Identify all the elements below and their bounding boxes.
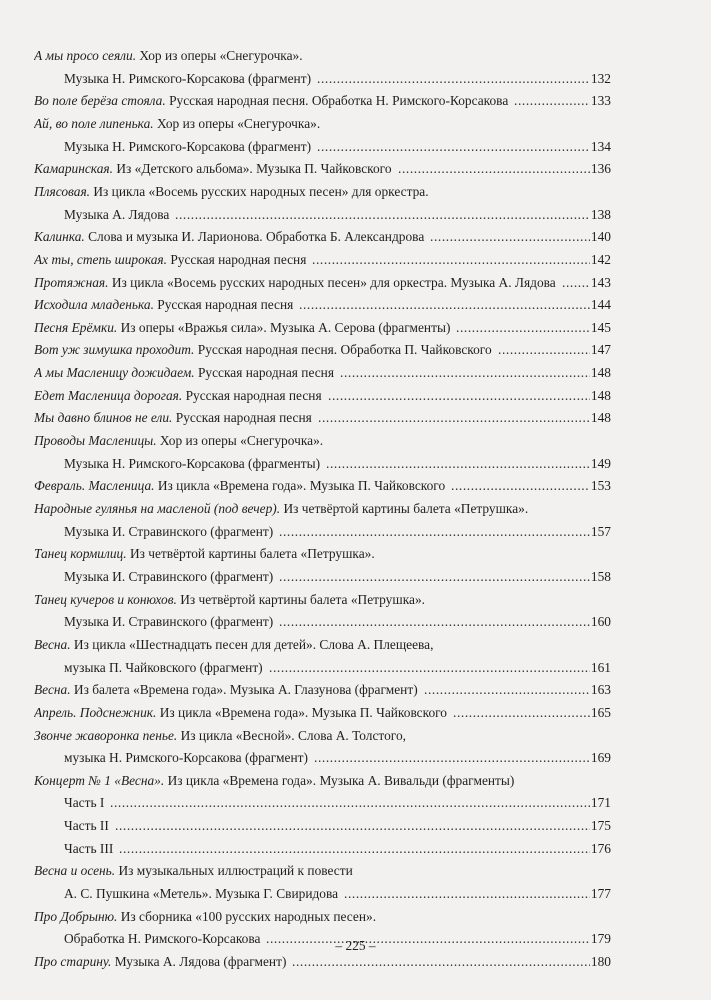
toc-entry — [0, 408, 711, 428]
toc-entry-description: Русская народная песня — [167, 251, 307, 267]
toc-entry-description: Из балета «Времена года». Музыка А. Глазунова (фрагмент) — [70, 682, 418, 698]
page-number: – 225 – — [335, 938, 376, 953]
toc-entry — [0, 318, 711, 338]
toc-entry-text — [64, 454, 324, 474]
toc-entry-text — [34, 590, 429, 610]
toc-entry-description: Из цикла «Времена года». Музыка А. Вивальди (фрагменты) — [164, 772, 515, 788]
toc-entry-description: Музыка Н. Римского-Корсакова (фрагмент) — [64, 138, 312, 154]
toc-entry-description: Часть III — [64, 840, 114, 856]
toc-entry-description: музыка П. Чайковского (фрагмент) — [64, 659, 263, 675]
toc-entry-description: Хор из оперы «Снегурочка». — [153, 115, 321, 131]
toc-entry-text — [64, 612, 277, 632]
toc-entry-title: Песня Ерёмки. — [34, 319, 118, 335]
toc-entry — [0, 703, 711, 723]
toc-entry-title: Звонче жаворонка пенье. — [34, 727, 178, 743]
toc-entry-description: Музыка А. Лядова — [64, 206, 170, 222]
toc-entry-page: 142 — [590, 251, 611, 267]
toc-entry-text — [34, 476, 449, 496]
toc-entry — [0, 612, 711, 632]
toc-entry — [0, 658, 711, 678]
toc-entry-description: Из оперы «Вражья сила». Музыка А. Серова (фрагменты) — [117, 319, 451, 335]
toc-entry-description: Из четвёртой картины балета «Петрушка». — [280, 501, 529, 516]
toc-entry-title: Танец кучеров и конюхов. — [34, 591, 177, 607]
toc-entry-title: Апрель. Подснежник. — [34, 704, 157, 720]
dot-leader — [299, 295, 590, 315]
toc-entry — [0, 522, 711, 542]
dot-leader — [317, 137, 590, 157]
toc-entry-description: Из цикла «Времена года». Музыка П. Чайковского — [156, 704, 448, 720]
dot-leader — [312, 250, 590, 270]
toc-entry-page: 177 — [590, 886, 611, 902]
toc-entry-page: 136 — [590, 161, 611, 177]
dot-leader — [279, 522, 590, 542]
toc-entry-description: Из цикла «Восемь русских народных песен» для оркестра. Музыка А. Лядова — [108, 274, 556, 290]
toc-entry-page: 169 — [590, 750, 611, 766]
toc-entry — [0, 91, 711, 111]
dot-leader — [451, 476, 590, 496]
toc-entry — [0, 46, 711, 66]
toc-entry-description: Из цикла «Весной». Слова А. Толстого, — [177, 727, 406, 743]
toc-entry — [0, 431, 711, 451]
toc-entry-text — [64, 793, 108, 813]
toc-entry-text — [34, 250, 310, 270]
toc-entry-title: А мы Масленицу дожидаем. — [34, 365, 195, 381]
toc-entry-description: Из сборника «100 русских народных песен». — [117, 908, 377, 924]
toc-entry-page: 163 — [590, 682, 611, 698]
toc-entry-title: А мы просо сеяли. — [34, 48, 137, 63]
toc-entry-page: 179 — [590, 931, 611, 947]
toc-entry-page: 157 — [590, 523, 611, 539]
toc-entry-description: Музыка И. Стравинского (фрагмент) — [64, 614, 274, 630]
toc-entry-title: Про Добрыню. — [34, 908, 118, 924]
toc-entry-text — [34, 159, 396, 179]
dot-leader — [424, 680, 590, 700]
toc-entry-text — [34, 952, 290, 972]
dot-leader — [292, 952, 590, 972]
toc-entry-page: 158 — [590, 568, 611, 584]
toc-entry-page: 180 — [590, 954, 611, 969]
dot-leader — [318, 408, 590, 428]
toc-entry-description: Часть II — [64, 818, 109, 834]
toc-entry-page: 171 — [590, 795, 611, 811]
toc-entry — [0, 544, 711, 564]
toc-entry-page: 134 — [590, 138, 611, 154]
toc-entry-page: 147 — [590, 342, 611, 358]
toc-entry-title: Танец кормилиц. — [34, 546, 127, 562]
toc-entry-description: Русская народная песня — [172, 410, 312, 426]
dot-leader — [453, 703, 590, 723]
dot-leader — [430, 227, 590, 247]
toc-entry-page: 148 — [590, 410, 611, 426]
toc-entry — [0, 839, 711, 859]
toc-entry-page: 145 — [590, 319, 611, 335]
toc-entry-description: Русская народная песня. Обработка Н. Римского-Корсакова — [165, 93, 509, 109]
toc-entry-page: 161 — [590, 659, 611, 675]
toc-entry-page: 148 — [590, 365, 611, 381]
toc-entry-text — [34, 182, 433, 202]
toc-entry-text — [34, 703, 451, 723]
dot-leader — [279, 612, 590, 632]
dot-leader — [340, 363, 590, 383]
toc-entry-title: Исходила младенька. — [34, 297, 154, 313]
toc-entry-page: 140 — [590, 229, 611, 245]
toc-entry-description: Обработка Н. Римского-Корсакова — [64, 931, 261, 947]
dot-leader — [279, 567, 590, 587]
dot-leader — [317, 69, 590, 89]
toc-entry-title: Февраль. Масленица. — [34, 478, 155, 494]
toc-entry-text — [34, 408, 316, 428]
dot-leader — [119, 839, 590, 859]
toc-entry-description: Музыка Н. Римского-Корсакова (фрагменты) — [64, 455, 321, 471]
toc-entry-description: Из цикла «Восемь русских народных песен» для оркестра. — [90, 183, 429, 199]
toc-entry — [0, 182, 711, 202]
toc-entry-text — [34, 771, 518, 791]
toc-entry-description: Русская народная песня — [182, 387, 322, 403]
toc-entry — [0, 726, 711, 746]
toc-entry-description: Музыка И. Стравинского (фрагмент) — [64, 568, 274, 584]
toc-entry — [0, 680, 711, 700]
dot-leader — [344, 884, 590, 904]
toc-entry-title: Вот уж зимушка проходит. — [34, 342, 195, 358]
toc-entry-title: Плясовая. — [34, 183, 91, 199]
toc-entry-text — [64, 69, 315, 89]
toc-entry-text — [34, 431, 327, 451]
toc-entry-page: 143 — [590, 274, 611, 290]
dot-leader — [456, 318, 590, 338]
toc-entry-description: Хор из оперы «Снегурочка». — [136, 48, 303, 63]
toc-entry-page: 132 — [590, 70, 611, 86]
toc-entry — [0, 205, 711, 225]
toc-entry — [0, 884, 711, 904]
toc-entry — [0, 567, 711, 587]
toc-entry — [0, 137, 711, 157]
toc-entry-page: 133 — [590, 93, 611, 109]
toc-entry-title: Во поле берёза стояла. — [34, 93, 166, 109]
toc-entry-description: Из «Детского альбома». Музыка П. Чайковского — [113, 161, 392, 177]
toc-entry-text — [64, 748, 312, 768]
toc-entry-description: Русская народная песня — [153, 297, 294, 313]
toc-entry-text — [34, 861, 357, 881]
toc-entry — [0, 295, 711, 315]
toc-entry-title: Ах ты, степь широкая. — [34, 251, 167, 267]
toc-entry-text — [64, 137, 315, 157]
toc-entry-title: Ай, во поле липенька. — [34, 115, 154, 131]
toc-entry-description: Часть I — [64, 795, 105, 811]
toc-entry-text — [34, 340, 496, 360]
toc-entry-page: 149 — [590, 455, 611, 471]
toc-entry — [0, 748, 711, 768]
toc-entry-text — [34, 114, 324, 134]
toc-entry-text — [34, 635, 437, 655]
toc-entry-text — [34, 273, 560, 293]
dot-leader — [110, 793, 590, 813]
toc-entry-description: Слова и музыка И. Ларионова. Обработка Б. Александрова — [84, 229, 425, 245]
toc-entry-description: Музыка А. Лядова (фрагмент) — [111, 954, 287, 969]
toc-entry-text — [34, 318, 454, 338]
toc-entry-description: Из цикла «Шестнадцать песен для детей». Слова А. Плещеева, — [70, 636, 434, 652]
toc-entry-text — [34, 91, 512, 111]
toc-entry-title: Про старину. — [34, 954, 112, 969]
toc-entry-text — [64, 839, 117, 859]
toc-entry-text — [64, 205, 173, 225]
toc-entry-title: Калинка. — [34, 229, 85, 245]
toc-entry-description: Русская народная песня. Обработка П. Чайковского — [194, 342, 492, 358]
toc-entry-description: Русская народная песня — [194, 365, 335, 381]
toc-entry — [0, 363, 711, 383]
toc-entry — [0, 159, 711, 179]
dot-leader — [398, 159, 590, 179]
dot-leader — [326, 454, 590, 474]
toc-entry-title: Мы давно блинов не ели. — [34, 410, 173, 426]
toc-entry-text — [64, 567, 277, 587]
toc-entry-description: А. С. Пушкина «Метель». Музыка Г. Свиридова — [64, 886, 339, 902]
toc-entry-page: 148 — [590, 387, 611, 403]
toc-entry-page: 144 — [590, 297, 611, 313]
toc-entry — [0, 454, 711, 474]
toc-entry-text — [64, 884, 342, 904]
toc-entry-text — [34, 907, 380, 927]
toc-entry-text — [34, 680, 422, 700]
toc-entry-title: Протяжная. — [34, 274, 109, 290]
toc-entry-description: музыка Н. Римского-Корсакова (фрагмент) — [64, 750, 308, 766]
toc-entry-text — [34, 363, 338, 383]
toc-entry-description: Музыка Н. Римского-Корсакова (фрагмент) — [64, 70, 312, 86]
dot-leader — [314, 748, 590, 768]
dot-leader — [328, 386, 590, 406]
toc-entry-text — [34, 544, 379, 564]
toc-entry-text — [34, 295, 297, 315]
toc-entry-title: Едет Масленица дорогая. — [34, 387, 183, 403]
toc-entry — [0, 273, 711, 293]
toc-entry-title: Весна. — [34, 636, 71, 652]
toc-entry-text — [34, 46, 307, 66]
toc-entry-page: 165 — [590, 704, 611, 720]
toc-entry — [0, 476, 711, 496]
toc-entry-description: Из четвёртой картины балета «Петрушка». — [126, 546, 375, 562]
toc-entry — [0, 250, 711, 270]
toc-entry — [0, 386, 711, 406]
toc-entry-text — [34, 726, 410, 746]
toc-entry — [0, 114, 711, 134]
toc-entry-text — [34, 227, 428, 247]
toc-entry-title: Весна и осень. — [34, 863, 116, 879]
toc-entry-page: 175 — [590, 818, 611, 834]
toc-entry — [0, 816, 711, 836]
dot-leader — [175, 205, 590, 225]
toc-entry-text — [64, 658, 267, 678]
toc-entry-page: 153 — [590, 478, 611, 494]
dot-leader — [115, 816, 590, 836]
toc-entry — [0, 227, 711, 247]
toc-entry-title: Народные гулянья на масленой (под вечер). — [34, 501, 281, 516]
toc-entry-description: Хор из оперы «Снегурочка». — [156, 433, 324, 449]
toc-entry — [0, 907, 711, 927]
toc-entry-title: Камаринская. — [34, 161, 114, 177]
toc-entry — [0, 771, 711, 791]
toc-entry-text — [34, 499, 532, 519]
toc-entry-page: 138 — [590, 206, 611, 222]
toc-entry-title: Концерт № 1 «Весна». — [34, 772, 165, 788]
toc-entry — [0, 861, 711, 881]
toc-entry-description: Из музыкальных иллюстраций к повести — [115, 863, 353, 879]
toc-entry — [0, 69, 711, 89]
toc-entry-text — [64, 522, 277, 542]
dot-leader — [269, 658, 590, 678]
toc-entry-text — [64, 816, 113, 836]
dot-leader — [498, 340, 590, 360]
toc-entry — [0, 499, 711, 519]
toc-entry — [0, 590, 711, 610]
toc-entry-description: Из четвёртой картины балета «Петрушка». — [176, 591, 425, 607]
toc-entry-page: 160 — [590, 614, 611, 630]
toc-entry — [0, 793, 711, 813]
toc-entry — [0, 635, 711, 655]
toc-entry-title: Проводы Масленицы. — [34, 433, 157, 449]
toc-entry-page: 176 — [590, 840, 611, 856]
toc-entry-description: Музыка И. Стравинского (фрагмент) — [64, 523, 274, 539]
toc-entry-description: Из цикла «Времена года». Музыка П. Чайковского — [154, 478, 446, 494]
toc-entry — [0, 340, 711, 360]
toc-entry-title: Весна. — [34, 682, 71, 698]
toc-entry-text — [34, 386, 326, 406]
toc-entry — [0, 952, 711, 972]
